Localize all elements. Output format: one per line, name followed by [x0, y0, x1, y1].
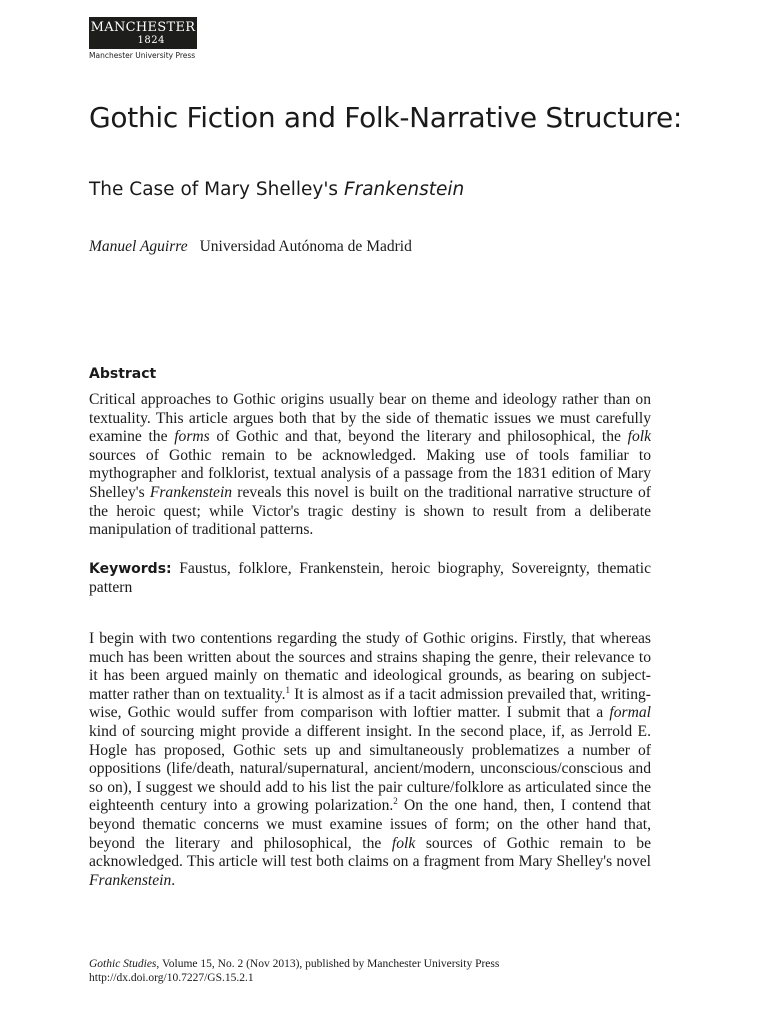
italic-text: formal [609, 704, 651, 722]
press-name: Manchester University Press [89, 51, 196, 60]
keywords [89, 560, 651, 597]
footnote-ref[interactable]: 1 [285, 684, 291, 695]
footer-citation [89, 957, 499, 985]
subtitle-italic: Frankenstein [343, 179, 465, 200]
italic-text: folk [627, 428, 652, 446]
citation-line [89, 957, 499, 971]
text-segment: Critical approaches to Gothic origins usually bear on theme and ideology rather than on textuality. This article argues both that by the side of thematic issues we must carefully examine the [89, 391, 651, 446]
doi-link[interactable]: http://dx.doi.org/10.7227/GS.15.2.1 [89, 972, 254, 984]
logo-name: MANCHESTER [90, 20, 196, 35]
text-segment: sources of Gothic remain to be acknowledged. This article will test both claims on a fragment from Mary Shelley's novel [89, 834, 652, 871]
article-subtitle [89, 179, 464, 201]
text-segment: kind of sourcing might provide a different insight. In the second place, if, as Jerrold E. Hogle has proposed, Gothic sets up and simultaneously problematizes a number of oppositions (life/death, natural/supernatural, ancient/modern, unconscious/conscious and so on), I suggest we should add to his list the pair culture/folklore as articulated since the eighteenth century into a growing polarization. [89, 722, 651, 815]
footnote-ref[interactable]: 2 [393, 796, 398, 807]
citation-details: , Volume 15, No. 2 (Nov 2013), published by Manchester University Press [156, 958, 500, 970]
text-segment: sources of Gothic remain to be acknowledged. Making use of tools familiar to mythographer and folklorist, textual analysis of a passage from the 1831 edition of Mary Shelley's [89, 446, 651, 501]
keywords-list: Faustus, folklore, Frankenstein, heroic biography, Sovereignty, thematic pattern [89, 560, 651, 596]
italic-text: forms [174, 428, 210, 446]
body-paragraph [89, 630, 651, 890]
subtitle-prefix: The Case of Mary Shelley's [89, 179, 344, 200]
author-affiliation: Universidad Autónoma de Madrid [199, 238, 412, 255]
text-segment: I begin with two contentions regarding the study of Gothic origins. Firstly, that whereas much has been written about the sources and strains shaping the genre, their relevance to it has been argued mainly on thematic and ideological grounds, as bearing on subject-matter rather than on textuality. [89, 630, 651, 703]
text-segment: It is almost as if a tacit admission prevailed that, writing-wise, Gothic would suffer from comparison with loftier matter. I submit that a [89, 685, 651, 722]
logo-year: 1824 [137, 35, 165, 46]
italic-text: folk [391, 834, 416, 852]
text-segment: reveals this novel is built on the traditional narrative structure of the heroic quest; while Victor's tragic destiny is shown to result from a deliberate manipulation of traditional patterns. [89, 483, 651, 539]
abstract-heading: Abstract [89, 366, 157, 382]
author-name: Manuel Aguirre [89, 238, 188, 255]
italic-text: Frankenstein [89, 871, 172, 889]
author-line [89, 238, 412, 256]
journal-name: Gothic Studies [89, 958, 157, 970]
text-segment: . [171, 871, 176, 889]
keywords-label: Keywords: [89, 561, 172, 577]
publisher-logo [89, 17, 197, 49]
text-segment: of Gothic and that, beyond the literary and philosophical, the [209, 428, 628, 446]
article-title: Gothic Fiction and Folk-Narrative Structure: [89, 101, 683, 134]
abstract-text [89, 391, 651, 540]
italic-text: Frankenstein [149, 483, 233, 501]
text-segment: On the one hand, then, I contend that beyond thematic concerns we must examine issues of form; on the other hand that, beyond the literary and philosophical, the [89, 797, 651, 852]
